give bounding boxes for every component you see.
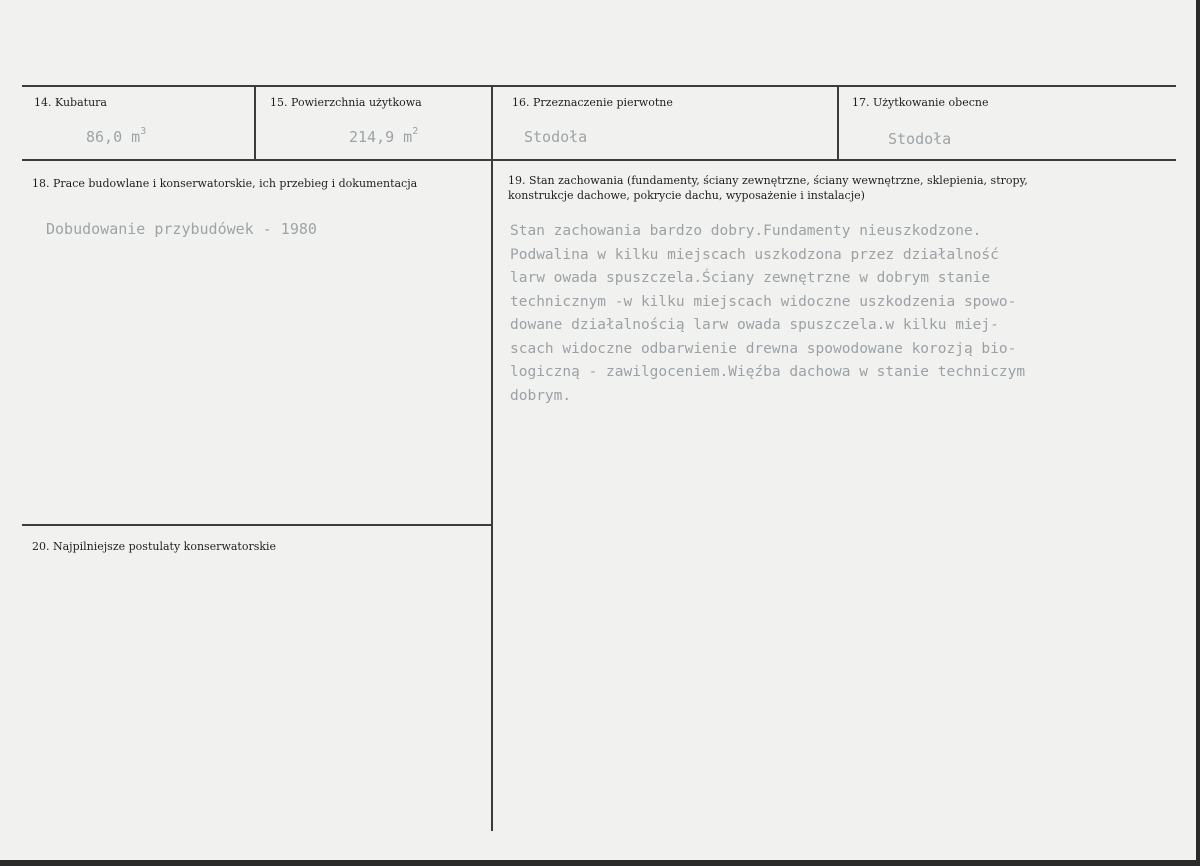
condition-line: technicznym -w kilku miejscach widoczne uszkodzenia spowo- — [510, 293, 1017, 310]
condition-line: Podwalina w kilku miejscach uszkodzona przez działalność — [510, 246, 999, 263]
condition-line: Stan zachowania bardzo dobry.Fundamenty nieuszkodzone. — [510, 223, 982, 239]
divider-top — [22, 85, 1176, 87]
condition-line: dowane działalnością larw owada spuszczela.w kilku miej- — [510, 317, 999, 333]
divider-row2 — [22, 524, 491, 526]
condition-line: logiczną - zawilgoceniem.Więźba dachowa w stanie techniczym — [510, 364, 1026, 380]
divider-col-15-16 — [491, 86, 493, 831]
usable-area-number: 214,9 m — [349, 128, 413, 146]
original-use-value: Stodoła — [524, 128, 588, 146]
condition-label-line1: 19. Stan zachowania (fundamenty, ściany zewnętrzne, ściany wewnętrzne, sklepienia, stropy, — [508, 174, 1028, 187]
divider-row1 — [22, 159, 1176, 161]
condition-line: dobrym. — [510, 387, 572, 404]
works-value: Dobudowanie przybudówek - 1980 — [46, 220, 317, 238]
divider-col-16-17 — [837, 86, 839, 160]
condition-text — [510, 220, 1025, 408]
divider-col-14-15 — [254, 86, 256, 160]
usable-area-label: 15. Powierzchnia użytkowa — [270, 96, 422, 109]
cubature-exponent: 3 — [140, 126, 147, 137]
condition-line: scach widoczne odbarwienie drewna spowodowane korozją bio- — [510, 340, 1017, 357]
current-use-value: Stodoła — [888, 130, 952, 148]
cubature-number: 86,0 m — [86, 128, 141, 146]
condition-label-line2: konstrukcje dachowe, pokrycie dachu, wyposażenie i instalacje) — [508, 189, 865, 202]
postulates-label: 20. Najpilniejsze postulaty konserwatorskie — [32, 540, 277, 553]
usable-area-exponent: 2 — [412, 126, 419, 137]
cubature-value — [86, 126, 146, 146]
current-use-label: 17. Użytkowanie obecne — [852, 96, 989, 109]
cubature-label: 14. Kubatura — [34, 96, 107, 109]
works-label: 18. Prace budowlane i konserwatorskie, ich przebieg i dokumentacja — [32, 177, 418, 190]
usable-area-value — [349, 126, 418, 146]
condition-line: larw owada spuszczela.Ściany zewnętrzne w dobrym stanie — [510, 270, 991, 286]
original-use-label: 16. Przeznaczenie pierwotne — [512, 96, 673, 109]
